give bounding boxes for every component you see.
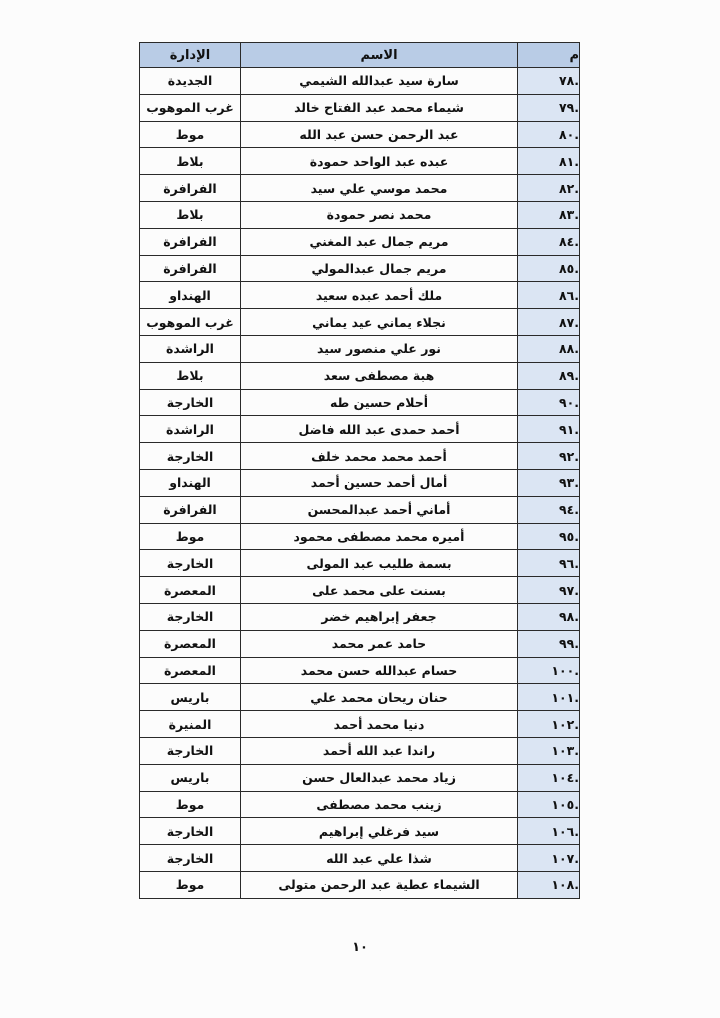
department: موط <box>140 121 241 148</box>
department: موط <box>140 523 241 550</box>
table-row <box>140 603 580 630</box>
department: بلاط <box>140 148 241 175</box>
person-name: عبد الرحمن حسن عبد الله <box>241 121 518 148</box>
department: بلاط <box>140 201 241 228</box>
person-name: سارة سيد عبدالله الشيمي <box>241 68 518 95</box>
department: الفرافرة <box>140 496 241 523</box>
row-number: .٧٩ <box>518 94 580 121</box>
row-number: .٨٧ <box>518 309 580 336</box>
person-name: محمد موسي علي سيد <box>241 175 518 202</box>
table-row <box>140 496 580 523</box>
table-row <box>140 309 580 336</box>
table-header <box>140 43 580 68</box>
person-name: جعفر إبراهيم خضر <box>241 603 518 630</box>
row-number: .٩١ <box>518 416 580 443</box>
person-name: أحلام حسين طه <box>241 389 518 416</box>
person-name: شيماء محمد عبد الفتاح خالد <box>241 94 518 121</box>
row-number: .٩٢ <box>518 443 580 470</box>
department: المنيرة <box>140 711 241 738</box>
department: موط <box>140 791 241 818</box>
department: الراشدة <box>140 416 241 443</box>
row-number: .٨٥ <box>518 255 580 282</box>
table-row <box>140 737 580 764</box>
person-name: أحمد محمد محمد خلف <box>241 443 518 470</box>
table-row <box>140 175 580 202</box>
person-name: الشيماء عطية عبد الرحمن متولى <box>241 871 518 898</box>
department: الخارجة <box>140 389 241 416</box>
table-row <box>140 764 580 791</box>
person-name: مريم جمال عبد المغني <box>241 228 518 255</box>
header-department: الإدارة <box>140 43 241 68</box>
department: موط <box>140 871 241 898</box>
department: الهنداو <box>140 282 241 309</box>
department: غرب الموهوب <box>140 94 241 121</box>
person-name: أماني أحمد عبدالمحسن <box>241 496 518 523</box>
row-number: .٩٨ <box>518 603 580 630</box>
table-row <box>140 362 580 389</box>
person-name: حامد عمر محمد <box>241 630 518 657</box>
table-row <box>140 845 580 872</box>
table-row <box>140 469 580 496</box>
row-number: .٨٦ <box>518 282 580 309</box>
person-name: بسمة طليب عبد المولى <box>241 550 518 577</box>
row-number: .١٠٢ <box>518 711 580 738</box>
row-number: .٩٥ <box>518 523 580 550</box>
table-row <box>140 335 580 362</box>
person-name: راندا عبد الله أحمد <box>241 737 518 764</box>
row-number: .٩٧ <box>518 577 580 604</box>
table-row <box>140 791 580 818</box>
row-number: .١٠٥ <box>518 791 580 818</box>
person-name: زياد محمد عبدالعال حسن <box>241 764 518 791</box>
department: المعصرة <box>140 630 241 657</box>
department: الهنداو <box>140 469 241 496</box>
department: الفرافرة <box>140 228 241 255</box>
table-row <box>140 818 580 845</box>
row-number: .٨٢ <box>518 175 580 202</box>
table-row <box>140 148 580 175</box>
table-row <box>140 389 580 416</box>
department: الخارجة <box>140 818 241 845</box>
row-number: .٨٣ <box>518 201 580 228</box>
person-name: حسام عبدالله حسن محمد <box>241 657 518 684</box>
department: الجديدة <box>140 68 241 95</box>
table-row <box>140 684 580 711</box>
person-name: ملك أحمد عبده سعيد <box>241 282 518 309</box>
department: باريس <box>140 764 241 791</box>
row-number: .٩٠ <box>518 389 580 416</box>
row-number: .١٠١ <box>518 684 580 711</box>
person-name: سيد فرغلي إبراهيم <box>241 818 518 845</box>
names-table <box>139 42 580 899</box>
person-name: أمال أحمد حسين أحمد <box>241 469 518 496</box>
table-row <box>140 121 580 148</box>
department: الفرافرة <box>140 255 241 282</box>
page-number: ١٠ <box>352 940 368 955</box>
row-number: .٩٤ <box>518 496 580 523</box>
department: الخارجة <box>140 737 241 764</box>
department: المعصرة <box>140 577 241 604</box>
person-name: زينب محمد مصطفى <box>241 791 518 818</box>
row-number: .١٠٠ <box>518 657 580 684</box>
row-number: .١٠٤ <box>518 764 580 791</box>
department: الخارجة <box>140 443 241 470</box>
department: الفرافرة <box>140 175 241 202</box>
table-row <box>140 282 580 309</box>
table-row <box>140 657 580 684</box>
table-body <box>140 68 580 899</box>
table-row <box>140 443 580 470</box>
row-number: .٨٤ <box>518 228 580 255</box>
row-number: .١٠٧ <box>518 845 580 872</box>
row-number: .١٠٨ <box>518 871 580 898</box>
row-number: .٨٠ <box>518 121 580 148</box>
person-name: عبده عبد الواحد حمودة <box>241 148 518 175</box>
header-row <box>140 43 580 68</box>
department: الخارجة <box>140 550 241 577</box>
row-number: .١٠٣ <box>518 737 580 764</box>
person-name: هبة مصطفى سعد <box>241 362 518 389</box>
table-row <box>140 201 580 228</box>
header-number: م <box>518 43 580 68</box>
department: الراشدة <box>140 335 241 362</box>
department: الخارجة <box>140 603 241 630</box>
table-row <box>140 550 580 577</box>
department: باريس <box>140 684 241 711</box>
table-row <box>140 416 580 443</box>
department: غرب الموهوب <box>140 309 241 336</box>
table-row <box>140 94 580 121</box>
person-name: محمد نصر حمودة <box>241 201 518 228</box>
row-number: .٨٩ <box>518 362 580 389</box>
person-name: مريم جمال عبدالمولي <box>241 255 518 282</box>
person-name: نجلاء يماني عيد يماني <box>241 309 518 336</box>
person-name: دنيا محمد أحمد <box>241 711 518 738</box>
row-number: .٩٣ <box>518 469 580 496</box>
row-number: .٨١ <box>518 148 580 175</box>
table-row <box>140 711 580 738</box>
row-number: .٨٨ <box>518 335 580 362</box>
person-name: أحمد حمدى عبد الله فاضل <box>241 416 518 443</box>
header-name: الاسم <box>241 43 518 68</box>
table-row <box>140 255 580 282</box>
row-number: .٩٩ <box>518 630 580 657</box>
table-row <box>140 871 580 898</box>
person-name: أميره محمد مصطفى محمود <box>241 523 518 550</box>
person-name: بسنت على محمد على <box>241 577 518 604</box>
table-row <box>140 630 580 657</box>
table-row <box>140 68 580 95</box>
person-name: نور علي منصور سيد <box>241 335 518 362</box>
table-row <box>140 523 580 550</box>
table-row <box>140 228 580 255</box>
person-name: شذا علي عبد الله <box>241 845 518 872</box>
row-number: .٩٦ <box>518 550 580 577</box>
row-number: .٧٨ <box>518 68 580 95</box>
department: المعصرة <box>140 657 241 684</box>
department: بلاط <box>140 362 241 389</box>
person-name: حنان ريحان محمد علي <box>241 684 518 711</box>
row-number: .١٠٦ <box>518 818 580 845</box>
table-row <box>140 577 580 604</box>
department: الخارجة <box>140 845 241 872</box>
